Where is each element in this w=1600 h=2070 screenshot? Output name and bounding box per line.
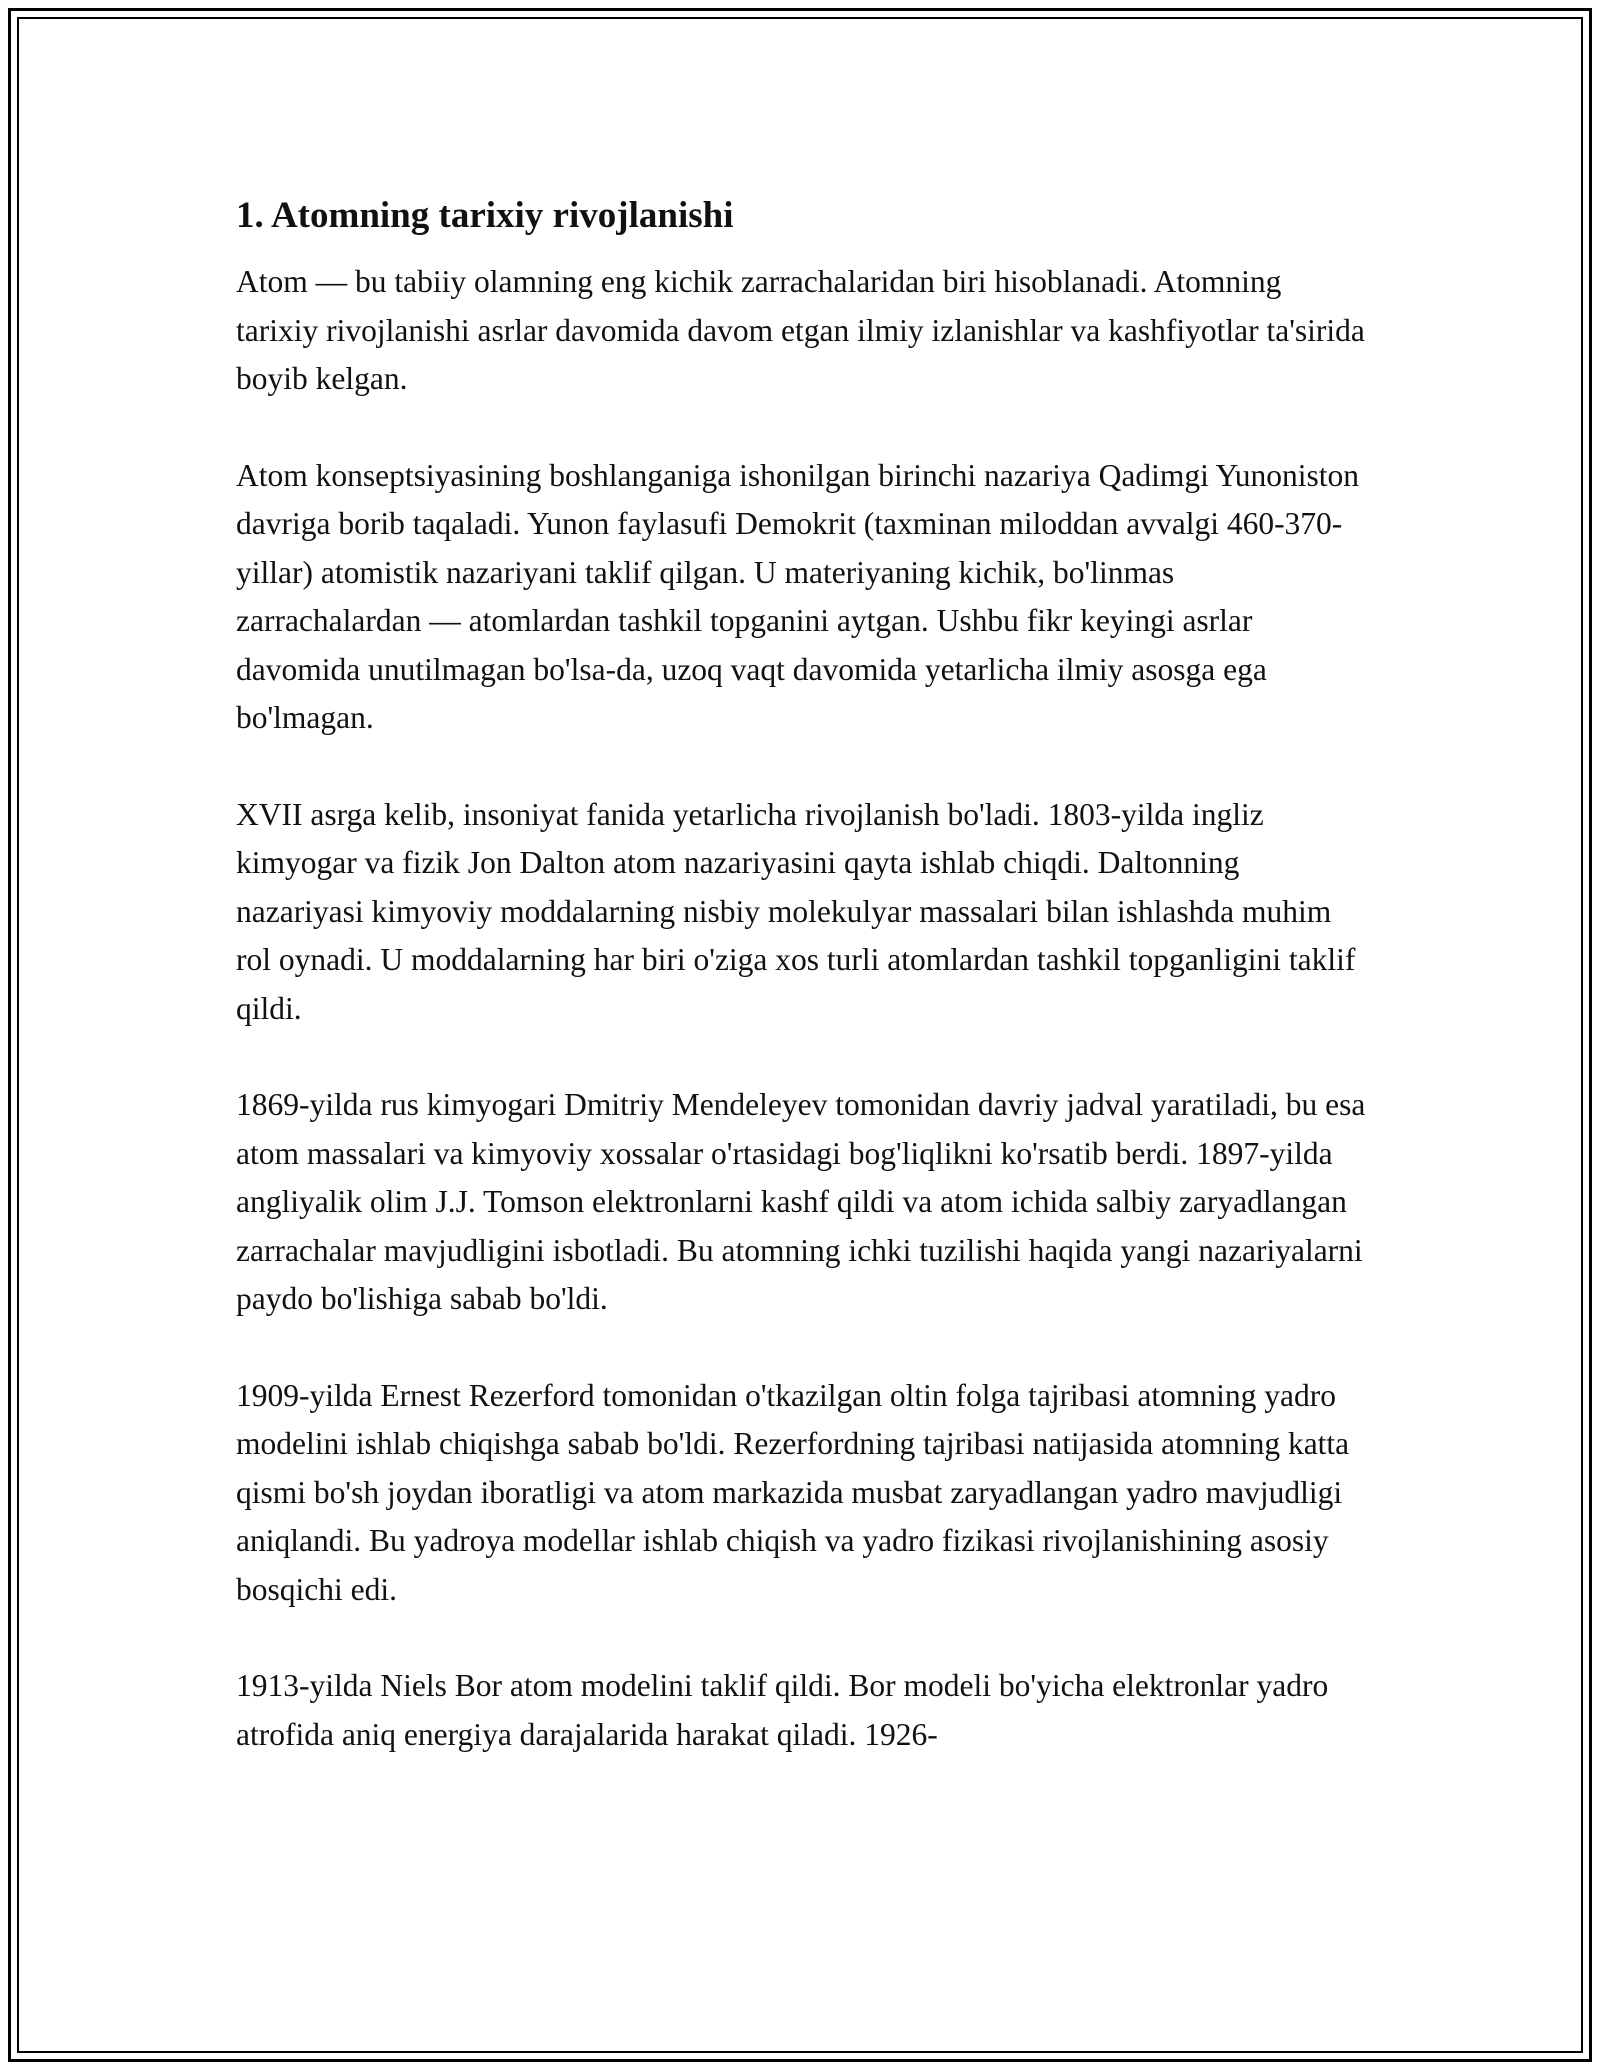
document-body	[236, 188, 1366, 1759]
section-heading: 1. Atomning tarixiy rivojlanishi	[236, 195, 734, 236]
paragraph-intro: Atom — bu tabiiy olamning eng kichik zarrachalaridan biri hisoblanadi. Atomning tarixiy rivojlanishi asrlar davomida davom etgan ilmiy izlanishlar va kashfiyotlar ta'sirida boyib kelgan.	[236, 264, 1365, 396]
paragraph-mendeleev-thomson: 1869-yilda rus kimyogari Dmitriy Mendeleyev tomonidan davriy jadval yaratiladi, bu esa atom massalari va kimyoviy xossalar o'rtasidagi bog'liqlikni ko'rsatib berdi. 1897-yilda angliyalik olim J.J. Tomson elektronlarni kashf qildi va atom ichida salbiy zaryadlangan zarrachalar mavjudligini isbotladi. Bu atomning ichki tuzilishi haqida yangi nazariyalarni paydo bo'lishiga sabab bo'ldi.	[236, 1087, 1366, 1316]
paragraph-dalton: XVII asrga kelib, insoniyat fanida yetarlicha rivojlanish bo'ladi. 1803-yilda ingliz kimyogar va fizik Jon Dalton atom nazariyasini qayta ishlab chiqdi. Daltonning nazariyasi kimyoviy moddalarning nisbiy molekulyar massalari bilan ishlashda muhim rol oynadi. U moddalarning har biri o'ziga xos turli atomlardan tashkil topganligini taklif qildi.	[236, 796, 1356, 1026]
paragraph-rutherford: 1909-yilda Ernest Rezerford tomonidan o'tkazilgan oltin folga tajribasi atomning yadro modelini ishlab chiqishga sabab bo'ldi. Rezerfordning tajribasi natijasida atomning katta qismi bo'sh joydan iboratligi va atom markazida musbat zaryadlangan yadro mavjudligi aniqlandi. Bu yadroya modellar ishlab chiqish va yadro fizikasi rivojlanishining asosiy bosqichi edi.	[236, 1377, 1350, 1607]
paragraph-democritus: Atom konseptsiyasining boshlanganiga ishonilgan birinchi nazariya Qadimgi Yunoniston davriga borib taqaladi. Yunon faylasufi Demokrit (taxminan miloddan avvalgi 460-370-yillar) atomistik nazariyani taklif qilgan. U materiyaning kichik, bo'linmas zarrachalardan — atomlardan tashkil topganini aytgan. Ushbu fikr keyingi asrlar davomida unutilmagan bo'lsa-da, uzoq vaqt davomida yetarlicha ilmiy asosga ega bo'lmagan.	[236, 457, 1360, 735]
paragraph-bohr: 1913-yilda Niels Bor atom modelini taklif qildi. Bor modeli bo'yicha elektronlar yadro atrofida aniq energiya darajalarida harakat qiladi. 1926-	[236, 1668, 1329, 1752]
